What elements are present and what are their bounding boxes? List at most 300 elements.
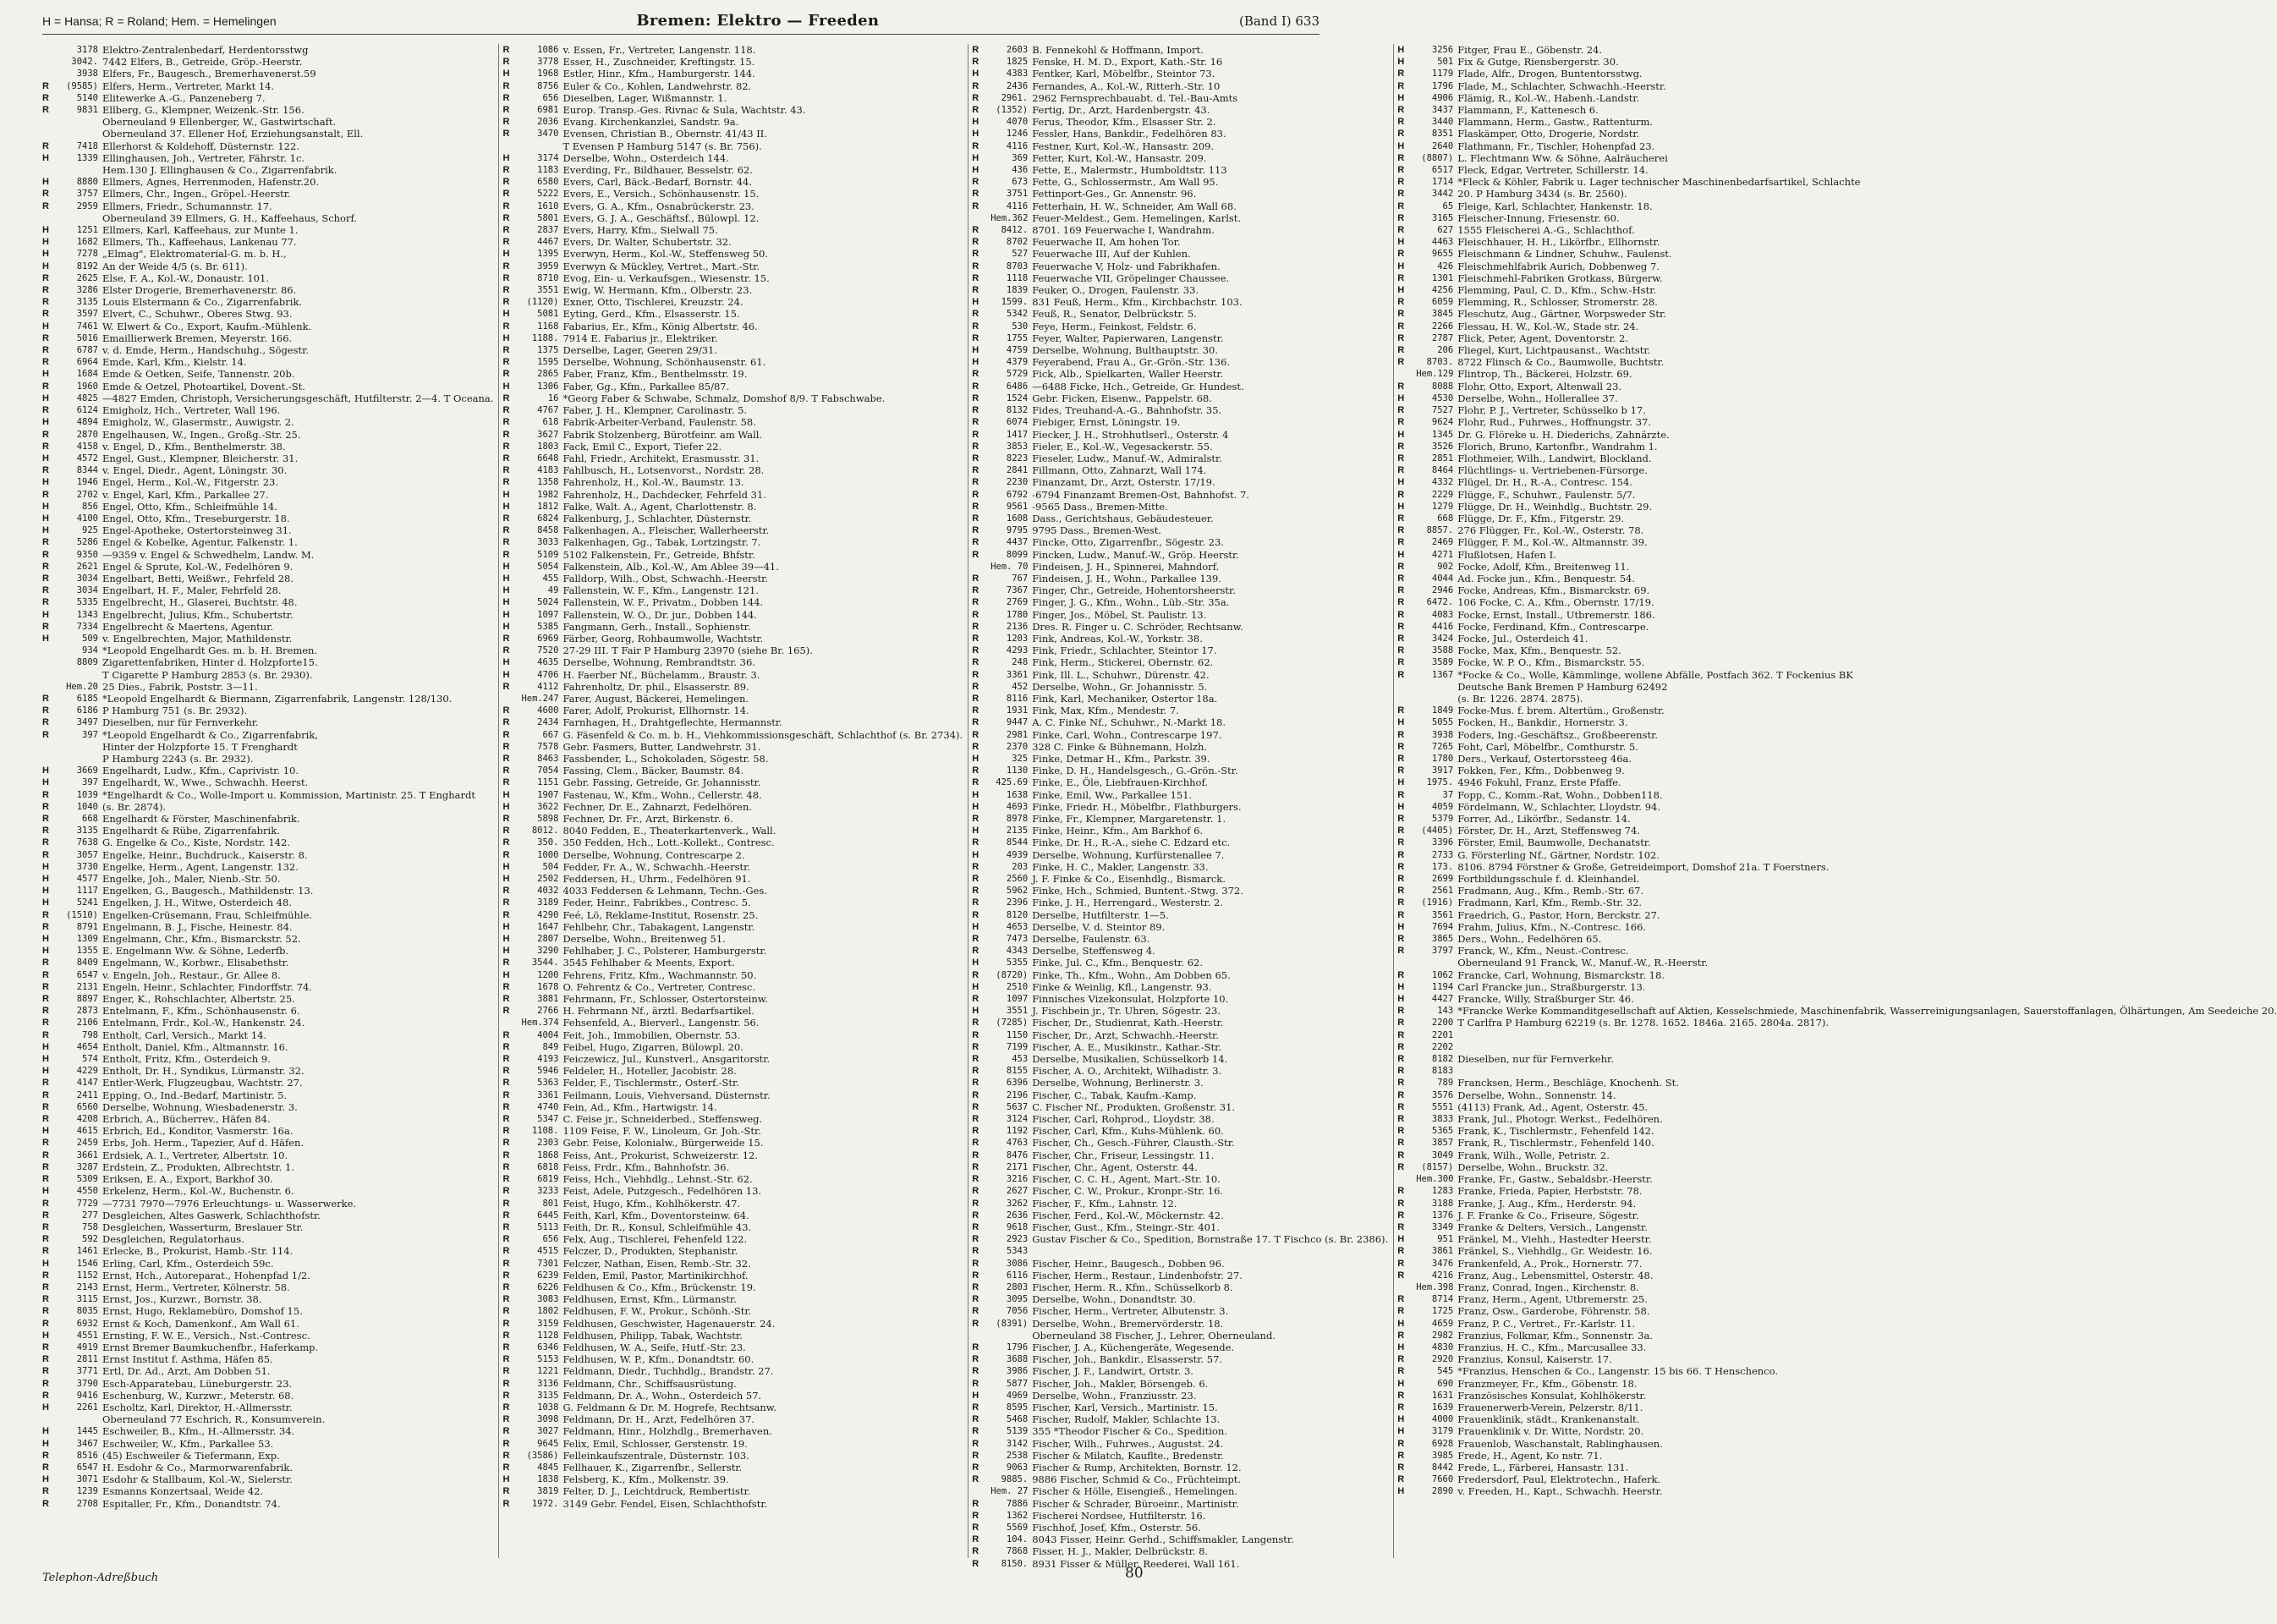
exchange-prefix: R <box>502 1330 510 1341</box>
phone-number: 1039 <box>76 789 98 800</box>
entry-text: Ertl, Dr. Ad., Arzt, Am Dobben 51. <box>102 1365 271 1378</box>
entry-text: Gebr. Ficken, Eisenw., Pappelstr. 68. <box>1032 392 1212 404</box>
directory-entry <box>972 284 1388 296</box>
exchange-prefix: R <box>502 1174 510 1185</box>
phone-number: 1339 <box>76 152 98 163</box>
entry-text: *Franzius, Henschen & Co., Langenstr. 15 bis 66. T Henschenco. <box>1457 1365 1779 1378</box>
exchange-prefix: R <box>1397 525 1405 536</box>
directory-entry <box>42 308 493 320</box>
directory-entry <box>42 344 493 356</box>
phone-number: 1780 <box>1431 753 1454 764</box>
directory-entry <box>42 1318 493 1330</box>
phone-number: 3057 <box>76 849 98 860</box>
phone-number: 8458 <box>537 525 559 536</box>
entry-text: Feuerwache VII, Gröpelinger Chaussee. <box>1032 272 1230 284</box>
exchange-prefix: R <box>972 1186 979 1197</box>
directory-entry <box>1397 404 2277 416</box>
entry-text: Fischer, J. A., Küchengeräte, Wegesende. <box>1032 1341 1235 1353</box>
entry-text: Entholt, Dr. H., Syndikus, Lürmanstr. 32. <box>102 1065 305 1078</box>
entry-text: Farer, Adolf, Prokurist, Ellhornstr. 14. <box>562 705 749 717</box>
phone-number: 8857. <box>1426 525 1454 536</box>
phone-number: 9645 <box>537 1438 559 1449</box>
entry-text: Franzius, Folkmar, Kfm., Sonnenstr. 3a. <box>1457 1329 1653 1341</box>
entry-text: 20. P Hamburg 3434 (s. Br. 2560). <box>1457 188 1627 200</box>
exchange-prefix: R <box>42 140 49 151</box>
phone-number: 3179 <box>1431 1426 1454 1437</box>
phone-number: 7367 <box>1006 585 1029 596</box>
phone-number: 8351 <box>1431 129 1454 140</box>
entry-text: Esser, H., Zuschneider, Kreftingstr. 15. <box>562 56 755 69</box>
entry-text: Emigholz, Hch., Vertreter, Wall 196. <box>102 404 281 417</box>
phone-number: 3033 <box>537 537 559 548</box>
exchange-prefix: R <box>502 417 510 428</box>
entry-text: 8701. 169 Feuerwache I, Wandrahm. <box>1032 224 1215 237</box>
directory-entry <box>502 849 963 861</box>
entry-text: (s. Br. 1226. 2874. 2875). <box>1457 692 1583 705</box>
exchange-prefix: R <box>502 1414 510 1425</box>
exchange-prefix: R <box>1397 1330 1405 1341</box>
exchange-prefix: R <box>1397 1054 1405 1065</box>
phone-number: 5365 <box>1431 1126 1454 1137</box>
directory-entry <box>972 1173 1388 1185</box>
entry-text: Feldmann, Dr. A., Wohn., Osterdeich 57. <box>562 1389 762 1402</box>
exchange-prefix: R <box>502 1354 510 1365</box>
directory-entry <box>502 56 963 68</box>
exchange-prefix: R <box>972 681 979 692</box>
directory-entry <box>972 789 1388 801</box>
directory-entry <box>972 753 1388 765</box>
phone-number: 8978 <box>1006 814 1029 824</box>
phone-number: 3865 <box>1431 934 1454 945</box>
phone-number: 7729 <box>76 1198 98 1209</box>
exchange-prefix: R <box>972 1114 979 1125</box>
directory-entry <box>42 1149 493 1161</box>
directory-entry <box>972 993 1388 1005</box>
entry-text: Derselbe, Hutfilterstr. 1—5. <box>1032 908 1169 921</box>
directory-entry <box>502 885 963 897</box>
phone-number: 1152 <box>76 1270 98 1281</box>
directory-entry <box>42 464 493 476</box>
entry-text: Emaillierwerk Bremen, Meyerstr. 166. <box>102 332 293 344</box>
directory-entry <box>42 429 493 441</box>
phone-number: 656 <box>542 92 559 103</box>
exchange-prefix: R <box>502 1089 510 1100</box>
entry-text: Elster Drogerie, Bremerhavenerstr. 86. <box>102 284 297 297</box>
phone-number: 6818 <box>537 1161 559 1172</box>
phone-number: 3476 <box>1431 1258 1454 1269</box>
directory-entry <box>1397 849 2277 861</box>
phone-number: 1524 <box>1006 392 1029 403</box>
column-3 <box>968 44 1389 1570</box>
directory-entry <box>502 524 963 536</box>
directory-entry <box>1397 164 2277 176</box>
exchange-prefix: H <box>1397 285 1405 296</box>
phone-number: 3986 <box>1006 1366 1029 1377</box>
exchange-prefix: R <box>1397 417 1405 428</box>
exchange-prefix: R <box>972 177 979 188</box>
exchange-prefix: R <box>42 80 49 91</box>
entry-text: Fehlbehr, Chr., Tabakagent, Langenstr. <box>562 920 755 933</box>
directory-entry <box>502 609 963 621</box>
exchange-prefix: R <box>42 1318 49 1329</box>
entry-text: Franz, Aug., Lebensmittel, Osterstr. 48. <box>1457 1269 1654 1281</box>
phone-number: 8442 <box>1431 1462 1454 1473</box>
entry-text: Engelke, Herm., Agent, Langenstr. 132. <box>102 860 299 873</box>
directory-entry <box>42 381 493 392</box>
exchange-prefix: R <box>502 705 510 716</box>
exchange-prefix: R <box>1397 729 1405 740</box>
phone-number: 1343 <box>76 609 98 620</box>
exchange-prefix: R <box>42 537 49 548</box>
exchange-prefix: R <box>502 957 510 968</box>
directory-entry <box>1397 104 2277 116</box>
exchange-prefix: R <box>972 814 979 824</box>
directory-entry <box>1397 248 2277 260</box>
entry-text: Gebr. Fasmers, Butter, Landwehrstr. 31. <box>562 740 761 753</box>
phone-number: 3174 <box>537 152 559 163</box>
phone-number: 5241 <box>76 897 98 908</box>
directory-entry <box>1397 596 2277 608</box>
phone-number: 16 <box>547 392 559 403</box>
directory-entry <box>972 212 1388 224</box>
entry-text: Franke, Frieda, Papier, Herbststr. 78. <box>1457 1185 1643 1198</box>
exchange-prefix: R <box>972 465 979 476</box>
exchange-prefix: R <box>502 429 510 440</box>
entry-text: Feist, Adele, Putzgesch., Fedelhören 13. <box>562 1185 762 1198</box>
exchange-prefix: H <box>502 669 510 680</box>
entry-text: Franck, W., Kfm., Neust.-Contresc. <box>1457 945 1629 957</box>
entry-text: Ernst, Herm., Vertreter, Kölnerstr. 58. <box>102 1281 290 1293</box>
entry-text: Fahrenholz, H., Dachdecker, Fehrfeld 31. <box>562 488 766 501</box>
exchange-prefix: R <box>502 897 510 908</box>
phone-number: 2837 <box>537 225 559 236</box>
directory-entry <box>1397 861 2277 873</box>
entry-text: Franke, Fr., Gastw., Sebaldsbr.-Heerstr. <box>1457 1173 1653 1186</box>
entry-text: Eschenburg, W., Kurzwr., Meterstr. 68. <box>102 1389 294 1402</box>
entry-text: Ewig, W. Hermann, Kfm., Olberstr. 23. <box>562 284 753 297</box>
exchange-prefix: R <box>972 477 979 488</box>
phone-number: 4919 <box>76 1341 98 1352</box>
exchange-prefix: R <box>502 994 510 1005</box>
exchange-prefix: H <box>502 621 510 632</box>
phone-number: 5054 <box>537 561 559 572</box>
phone-number: 2106 <box>76 1018 98 1029</box>
entry-text: Erbrich, A., Bücherrev., Häfen 84. <box>102 1113 271 1126</box>
phone-number: 4070 <box>1006 117 1029 128</box>
phone-number: 2708 <box>76 1498 98 1509</box>
directory-entry <box>1397 1113 2277 1125</box>
exchange-prefix: R <box>1397 1366 1405 1377</box>
entry-text: Ellmers, Th., Kaffeehaus, Lankenau 77. <box>102 236 297 249</box>
phone-number: 509 <box>82 633 98 644</box>
directory-entry <box>502 861 963 873</box>
directory-entry <box>42 1005 493 1017</box>
phone-number: 1595 <box>537 357 559 368</box>
exchange-prefix <box>502 1017 521 1029</box>
entry-text: Fallenstein, W. F., Kfm., Langenstr. 121. <box>562 584 759 597</box>
directory-entry <box>972 897 1388 908</box>
exchange-prefix: H <box>502 1474 510 1485</box>
exchange-prefix: R <box>42 1089 49 1100</box>
phone-number: 4830 <box>1431 1341 1454 1352</box>
phone-number: 3034 <box>76 573 98 584</box>
entry-text: Flade, M., Schlachter, Schwachh.-Heerstr. <box>1457 80 1666 92</box>
directory-entry <box>1397 261 2277 272</box>
phone-number: 9561 <box>1006 501 1029 512</box>
entry-text: 8106. 8794 Förstner & Große, Getreideimport, Domshof 21a. T Foerstners. <box>1457 860 1830 873</box>
entry-text: Feldhusen, W. P., Kfm., Donandtstr. 60. <box>562 1353 754 1366</box>
exchange-prefix: H <box>972 297 979 308</box>
phone-number: 3135 <box>76 826 98 837</box>
phone-number: 3178 <box>76 45 98 55</box>
exchange-prefix: R <box>42 1306 49 1317</box>
entry-text: Fradmann, Karl, Kfm., Remb.-Str. 32. <box>1457 897 1643 909</box>
exchange-prefix: R <box>1397 585 1405 596</box>
exchange-prefix: R <box>1397 117 1405 128</box>
phone-number: 8409 <box>76 957 98 968</box>
directory-entry <box>972 1438 1388 1450</box>
entry-text: Feilmann, Louis, Viehversand, Düsternstr. <box>562 1089 771 1101</box>
entry-text: Feuß, R., Senator, Delbrückstr. 5. <box>1032 308 1197 321</box>
exchange-prefix: H <box>42 633 49 644</box>
entry-text: Franzmeyer, Fr., Kfm., Göbenstr. 18. <box>1457 1377 1638 1390</box>
entry-text: Flüchtlings- u. Vertriebenen-Fürsorge. <box>1457 464 1648 477</box>
directory-entry <box>1397 957 2277 968</box>
exchange-prefix: R <box>1397 1450 1405 1461</box>
entry-text: Fiecker, J. H., Strohhutlserl., Osterstr. 4 <box>1032 428 1229 441</box>
entry-text: Fischer & Hölle, Eisengieß., Hemelingen. <box>1032 1485 1238 1498</box>
entry-text: Oberneuland 77 Eschrich, R., Konsumverein. <box>102 1413 326 1426</box>
directory-entry <box>972 1390 1388 1402</box>
exchange-prefix: R <box>1397 1018 1405 1029</box>
exchange-prefix: R <box>972 45 979 55</box>
exchange-prefix: R <box>1397 1089 1405 1100</box>
phone-number: 6239 <box>537 1270 559 1281</box>
phone-number: 5109 <box>537 549 559 560</box>
exchange-prefix: R <box>972 717 979 728</box>
entry-text: Fischer, Dr., Studienrat, Kath.-Heerstr. <box>1032 1017 1224 1029</box>
entry-text: Feyerabend, Frau A., Gr.-Grön.-Str. 136. <box>1032 356 1231 369</box>
exchange-prefix: H <box>502 573 510 584</box>
phone-number: 8464 <box>1431 465 1454 476</box>
phone-number: 8155 <box>1006 1066 1029 1077</box>
directory-entry <box>42 1161 493 1173</box>
exchange-prefix: R <box>502 80 510 91</box>
entry-text: Fleischmann & Lindner, Schuhw., Faulenst. <box>1457 248 1672 261</box>
directory-entry <box>1397 1053 2277 1065</box>
exchange-prefix: H <box>502 597 510 608</box>
exchange-prefix: R <box>972 585 979 596</box>
phone-number: (1120) <box>526 297 559 308</box>
entry-text: Fillmann, Otto, Zahnarzt, Wall 174. <box>1032 464 1207 477</box>
exchange-prefix: H <box>972 826 979 837</box>
phone-number: 4706 <box>537 669 559 680</box>
exchange-prefix: R <box>1397 765 1405 776</box>
phone-number: 2640 <box>1431 140 1454 151</box>
directory-entry <box>42 1185 493 1197</box>
phone-number: 1179 <box>1431 69 1454 80</box>
phone-number: 4615 <box>76 1126 98 1137</box>
directory-entry <box>502 68 963 80</box>
exchange-prefix: H <box>502 561 510 572</box>
directory-entry <box>502 897 963 908</box>
phone-number: 3757 <box>76 189 98 200</box>
phone-number: (1352) <box>996 105 1029 116</box>
exchange-prefix: R <box>502 1041 510 1052</box>
directory-entry <box>42 1041 493 1053</box>
directory-entry <box>42 645 493 656</box>
entry-text: Flathmann, Fr., Tischler, Hohenpfad 23. <box>1457 140 1655 152</box>
directory-entry <box>972 1245 1388 1257</box>
phone-number: 1678 <box>537 981 559 992</box>
directory-entry <box>1397 1221 2277 1233</box>
directory-entry <box>502 404 963 416</box>
phone-number: 8012. <box>531 826 559 837</box>
phone-number: 1839 <box>1006 285 1029 296</box>
entry-text: Dieselben, Lager, Wißmannstr. 1. <box>562 91 727 104</box>
directory-entry <box>502 1485 963 1497</box>
entry-text: Fischer, A. O., Architekt, Wilhadistr. 3. <box>1032 1065 1222 1078</box>
directory-entry <box>502 1233 963 1245</box>
exchange-prefix: R <box>42 1018 49 1029</box>
exchange-prefix: R <box>502 165 510 176</box>
phone-number: 1638 <box>1006 789 1029 800</box>
phone-number: 2873 <box>76 1006 98 1017</box>
phone-number: 2787 <box>1431 332 1454 343</box>
directory-entry <box>1397 1462 2277 1473</box>
exchange-prefix: R <box>1397 69 1405 80</box>
phone-number: 2370 <box>1006 741 1029 752</box>
phone-number: 4654 <box>76 1041 98 1052</box>
entry-text: Engelmann, W., Korbwr., Elisabethstr. <box>102 957 289 969</box>
phone-number: 6819 <box>537 1174 559 1185</box>
entry-text: T Cigarette P Hamburg 2853 (s. Br. 2930). <box>102 668 313 681</box>
directory-entry <box>972 1485 1388 1497</box>
directory-entry <box>502 116 963 128</box>
directory-entry <box>972 945 1388 957</box>
phone-number: 8710 <box>537 272 559 283</box>
directory-entry <box>42 909 493 921</box>
phone-number: 3797 <box>1431 946 1454 957</box>
directory-entry <box>502 729 963 741</box>
directory-entry <box>972 1533 1388 1545</box>
phone-number: 4290 <box>537 909 559 920</box>
exchange-prefix: R <box>502 212 510 223</box>
entry-text: Eschweiler, W., Kfm., Parkallee 53. <box>102 1437 274 1450</box>
phone-number: 8344 <box>76 465 98 476</box>
entry-text: -9565 Dass., Bremen-Mitte. <box>1032 500 1168 513</box>
phone-number: 4530 <box>1431 392 1454 403</box>
exchange-prefix: H <box>502 309 510 320</box>
exchange-prefix: H <box>42 321 49 332</box>
entry-text: Fischer, Karl, Versich., Martinistr. 15. <box>1032 1401 1218 1413</box>
entry-text: Finke, Th., Kfm., Wohn., Am Dobben 65. <box>1032 968 1231 981</box>
exchange-prefix: R <box>972 669 979 680</box>
phone-number: 6074 <box>1006 417 1029 428</box>
exchange-prefix: R <box>972 1462 979 1473</box>
directory-entry <box>1397 368 2277 380</box>
exchange-prefix: R <box>1397 453 1405 464</box>
exchange-prefix: R <box>1397 1138 1405 1149</box>
exchange-prefix: R <box>502 1462 510 1473</box>
directory-entry <box>972 200 1388 212</box>
entry-text: Flügger, F. M., Kol.-W., Altmannstr. 39. <box>1457 536 1648 549</box>
exchange-prefix: R <box>502 1234 510 1245</box>
exchange-prefix: R <box>1397 152 1405 163</box>
phone-number: 618 <box>542 417 559 428</box>
exchange-prefix: R <box>502 1101 510 1112</box>
exchange-prefix: R <box>502 1114 510 1125</box>
exchange-prefix: R <box>1397 1221 1405 1232</box>
directory-entry <box>1397 152 2277 164</box>
directory-entry <box>1397 116 2277 128</box>
exchange-prefix: R <box>42 297 49 308</box>
phone-number: Hem.398 <box>1416 1281 1454 1292</box>
directory-entry <box>1397 1270 2277 1281</box>
entry-text: Entelmann, Frdr., Kol.-W., Hankenstr. 24. <box>102 1017 305 1029</box>
phone-number: 7301 <box>537 1258 559 1269</box>
directory-entry <box>42 152 493 164</box>
directory-entry <box>42 669 493 681</box>
entry-text: Flämig, R., Kol.-W., Habenh.-Landstr. <box>1457 91 1640 104</box>
exchange-prefix: R <box>502 1078 510 1089</box>
directory-entry <box>972 1330 1388 1341</box>
entry-text: Feiss, Hch., Viehhdlg., Lehnst.-Str. 62. <box>562 1173 753 1186</box>
phone-number: 667 <box>542 729 559 740</box>
phone-number: 5286 <box>76 537 98 548</box>
entry-text: Elfers, Herm., Vertreter, Markt 14. <box>102 80 275 92</box>
exchange-prefix: R <box>502 1066 510 1077</box>
entry-text: Fetter, Kurt, Kol.-W., Hansastr. 209. <box>1032 151 1207 164</box>
entry-text: Engelke, Joh., Maler, Nienb.-Str. 50. <box>102 873 281 886</box>
phone-number: 3136 <box>537 1378 559 1389</box>
exchange-prefix: R <box>972 1246 979 1257</box>
exchange-prefix: R <box>972 1402 979 1413</box>
entry-text: Finger, Chr., Getreide, Hohentorsheerstr. <box>1032 584 1236 597</box>
exchange-prefix <box>42 645 61 656</box>
entry-text: Evensen, Christian B., Obernstr. 41/43 II. <box>562 128 768 140</box>
directory-entry <box>1397 729 2277 741</box>
entry-text: Europ. Transp.-Ges. Rivnac & Sula, Wachtstr. 43. <box>562 104 806 117</box>
phone-number: 3424 <box>1431 633 1454 644</box>
entry-text: Engel, Otto, Kfm., Treseburgerstr. 18. <box>102 512 290 524</box>
exchange-prefix: R <box>502 129 510 140</box>
entry-text: P Hamburg 751 (s. Br. 2932). <box>102 705 248 717</box>
phone-number: 3959 <box>537 261 559 272</box>
entry-text: Flaskämper, Otto, Drogerie, Nordstr. <box>1457 128 1640 140</box>
exchange-prefix: R <box>972 405 979 416</box>
exchange-prefix: R <box>1397 1354 1405 1365</box>
phone-number: 8099 <box>1006 549 1029 560</box>
directory-entry <box>42 1402 493 1413</box>
entry-text: Fleischer-Innung, Friesenstr. 60. <box>1457 211 1620 224</box>
exchange-prefix: R <box>42 92 49 103</box>
exchange-prefix: H <box>1397 1234 1405 1245</box>
exchange-prefix: H <box>502 874 510 885</box>
phone-number: 4004 <box>537 1029 559 1040</box>
directory-entry <box>42 753 493 765</box>
entry-text: Ders., Wohn., Fedelhören 65. <box>1457 933 1602 946</box>
exchange-prefix <box>1397 1173 1416 1185</box>
entry-text: —4827 Emden, Christoph, Versicherungsgeschäft, Hutfilterstr. 2—4. T Oceana. <box>102 392 494 404</box>
phone-number: 2436 <box>1006 80 1029 91</box>
exchange-prefix: R <box>972 1126 979 1137</box>
entry-text: Dr. G. Flöreke u. H. Diederichs, Zahnärzte. <box>1457 428 1670 441</box>
phone-number: 1062 <box>1431 969 1454 980</box>
exchange-prefix: R <box>972 633 979 644</box>
directory-entry <box>1397 429 2277 441</box>
exchange-prefix: H <box>42 1186 49 1197</box>
